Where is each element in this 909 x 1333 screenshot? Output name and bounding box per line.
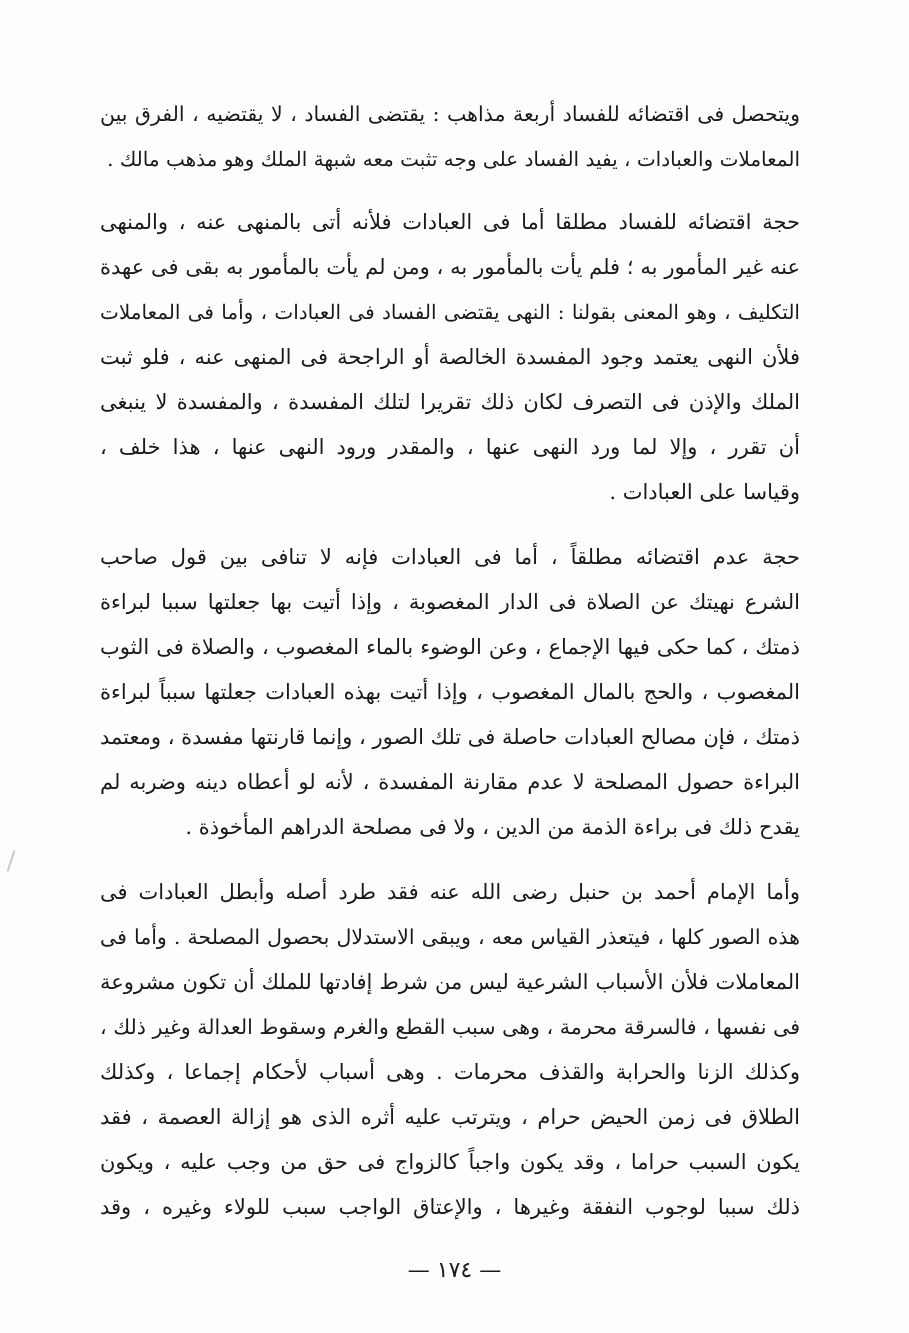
text-line: الملك والإذن فى التصرف لكان ذلك تقريرا لتلك المفسدة ، والمفسدة لا ينبغى	[100, 390, 800, 414]
scan-margin-mark	[7, 850, 16, 872]
paragraph-1	[100, 92, 800, 182]
text-line: المعاملات فلأن الأسباب الشرعية ليس من شرط إفادتها للملك أن تكون مشروعة	[100, 970, 800, 994]
text-line: يكون السبب حراما ، وقد يكون واجباً كالزواج فى حق من وجب عليه ، ويكون	[100, 1150, 800, 1174]
text-line: حجة عدم اقتضائه مطلقاً ، أما فى العبادات فإنه لا تنافى بين قول صاحب	[100, 545, 800, 569]
text-line: وقياسا على العبادات .	[609, 480, 800, 504]
paragraph-2	[100, 200, 800, 515]
text-line: الشرع نهيتك عن الصلاة فى الدار المغصوبة ، وإذا أتيت بها جعلتها سببا لبراءة	[100, 590, 800, 614]
paragraph-4	[100, 870, 800, 1230]
text-line: وأما الإمام أحمد بن حنبل رضى الله عنه فقد طرد أصله وأبطل العبادات فى	[100, 880, 800, 904]
text-line: المعاملات والعبادات ، يفيد الفساد على وجه تثبت معه شبهة الملك وهو مذهب مالك .	[107, 147, 800, 171]
text-line: المغصوب ، والحج بالمال المغصوب ، وإذا أتيت بهذه العبادات جعلتها سبباً لبراءة	[100, 680, 800, 704]
text-line: أن تقرر ، وإلا لما ورد النهى عنها ، والمقدر ورود النهى عنها ، هذا خلف ،	[100, 435, 800, 459]
text-line: ذمتك ، كما حكى فيها الإجماع ، وعن الوضوء بالماء المغصوب ، والصلاة فى الثوب	[100, 635, 800, 659]
text-line: فى نفسها ، فالسرقة محرمة ، وهى سبب القطع والغرم وسقوط العدالة وغير ذلك ،	[100, 1015, 800, 1039]
text-line: عنه غير المأمور به ؛ فلم يأت بالمأمور به ، ومن لم يأت بالمأمور به بقى فى عهدة	[100, 255, 800, 279]
text-line: حجة اقتضائه للفساد مطلقا أما فى العبادات فلأنه أتى بالمنهى عنه ، والمنهى	[100, 210, 800, 234]
text-line: ويتحصل فى اقتضائه للفساد أربعة مذاهب : يقتضى الفساد ، لا يقتضيه ، الفرق بين	[100, 102, 800, 126]
text-line: يقدح ذلك فى براءة الذمة من الدين ، ولا فى مصلحة الدراهم المأخوذة .	[185, 815, 800, 839]
text-line: فلأن النهى يعتمد وجود المفسدة الخالصة أو الراجحة فى المنهى عنه ، فلو ثبت	[100, 345, 800, 369]
page-number: — ١٧٤ —	[407, 1258, 502, 1283]
text-line: ذلك سببا لوجوب النفقة وغيرها ، والإعتاق الواجب سبب للولاء وغيره ، وقد	[100, 1195, 800, 1219]
text-line: البراءة حصول المصلحة لا عدم مقارنة المفسدة ، لأنه لو أعطاه دينه وضربه لم	[100, 770, 800, 794]
text-line: هذه الصور كلها ، فيتعذر القياس معه ، ويبقى الاستدلال بحصول المصلحة . وأما فى	[100, 925, 800, 949]
text-line: وكذلك الزنا والحرابة والقذف محرمات . وهى أسباب لأحكام إجماعا ، وكذلك	[100, 1060, 800, 1084]
text-line: التكليف ، وهو المعنى بقولنا : النهى يقتضى الفساد فى العبادات ، وأما فى المعاملات	[100, 300, 800, 324]
text-line: الطلاق فى زمن الحيض حرام ، ويترتب عليه أثره الذى هو إزالة العصمة ، فقد	[100, 1105, 800, 1129]
text-line: ذمتك ، فإن مصالح العبادات حاصلة فى تلك الصور ، وإنما قارنتها مفسدة ، ومعتمد	[100, 725, 800, 749]
paragraph-3	[100, 535, 800, 850]
